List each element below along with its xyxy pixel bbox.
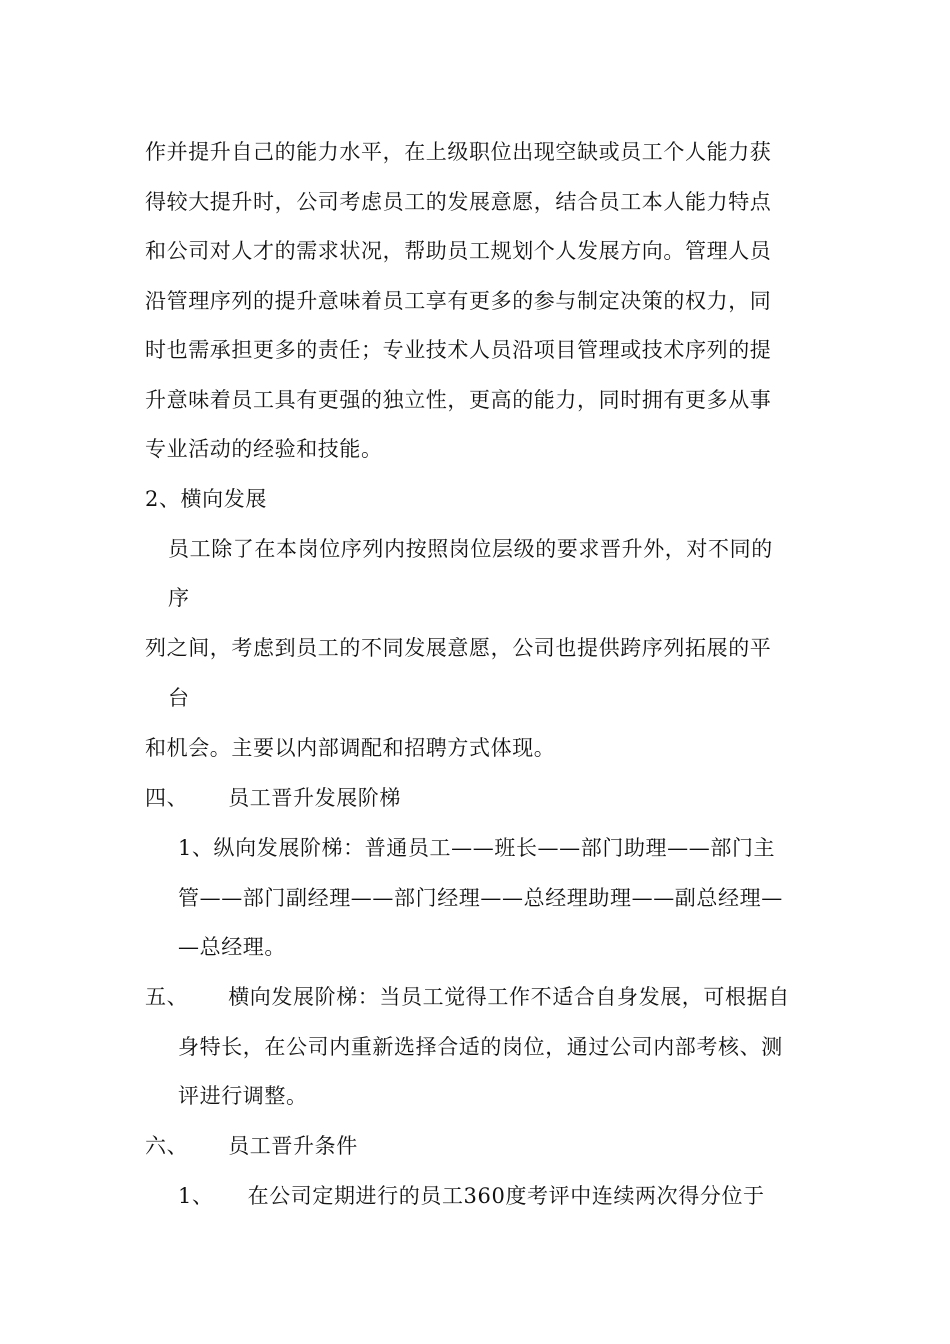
paragraph-line: 序 [168, 586, 190, 610]
section-number: 四、 [145, 786, 189, 810]
list-item-line: 管——部门副经理——部门经理——总经理助理——副总经理— [178, 886, 783, 910]
paragraph-line: 员工除了在本岗位序列内按照岗位层级的要求晋升外，对不同的 [168, 537, 773, 561]
paragraph-line: 身特长，在公司内重新选择合适的岗位，通过公司内部考核、测 [178, 1035, 783, 1059]
section-heading-6 [145, 1132, 358, 1160]
paragraph-line: 沿管理序列的提升意味着员工享有更多的参与制定决策的权力，同 [145, 289, 772, 313]
section-heading: 2、横向发展 [145, 487, 267, 511]
paragraph-line: 专业活动的经验和技能。 [145, 437, 383, 461]
paragraph-line: 评进行调整。 [178, 1084, 308, 1108]
list-item-line: —总经理。 [178, 935, 286, 959]
section-title: 员工晋升条件 [228, 1134, 358, 1158]
paragraph-line: 升意味着员工具有更强的独立性，更高的能力，同时拥有更多从事 [145, 388, 772, 412]
list-item-line: 1、纵向发展阶梯：普通员工——班长——部门助理——部门主 [178, 836, 776, 860]
paragraph-line: 台 [168, 686, 190, 710]
paragraph-line: 列之间，考虑到员工的不同发展意愿，公司也提供跨序列拓展的平 [145, 636, 772, 660]
section-heading-4 [145, 784, 401, 812]
paragraph-line: 和公司对人才的需求状况，帮助员工规划个人发展方向。管理人员 [145, 239, 772, 263]
section-number: 五、 [145, 985, 189, 1009]
paragraph-line: 时也需承担更多的责任；专业技术人员沿项目管理或技术序列的提 [145, 338, 772, 362]
section-heading-5 [145, 983, 790, 1011]
paragraph-line: 得较大提升时，公司考虑员工的发展意愿，结合员工本人能力特点 [145, 190, 772, 214]
section-title: 员工晋升发展阶梯 [228, 786, 402, 810]
section-number: 六、 [145, 1134, 189, 1158]
item-text: 在公司定期进行的员工360度考评中连续两次得分位于 [247, 1184, 765, 1208]
paragraph-line: 作并提升自己的能力水平，在上级职位出现空缺或员工个人能力获 [145, 140, 772, 164]
paragraph-line: 和机会。主要以内部调配和招聘方式体现。 [145, 736, 556, 760]
list-item-line [178, 1182, 765, 1210]
item-number: 1、 [178, 1184, 214, 1208]
section-text: 横向发展阶梯：当员工觉得工作不适合自身发展，可根据自 [228, 985, 790, 1009]
